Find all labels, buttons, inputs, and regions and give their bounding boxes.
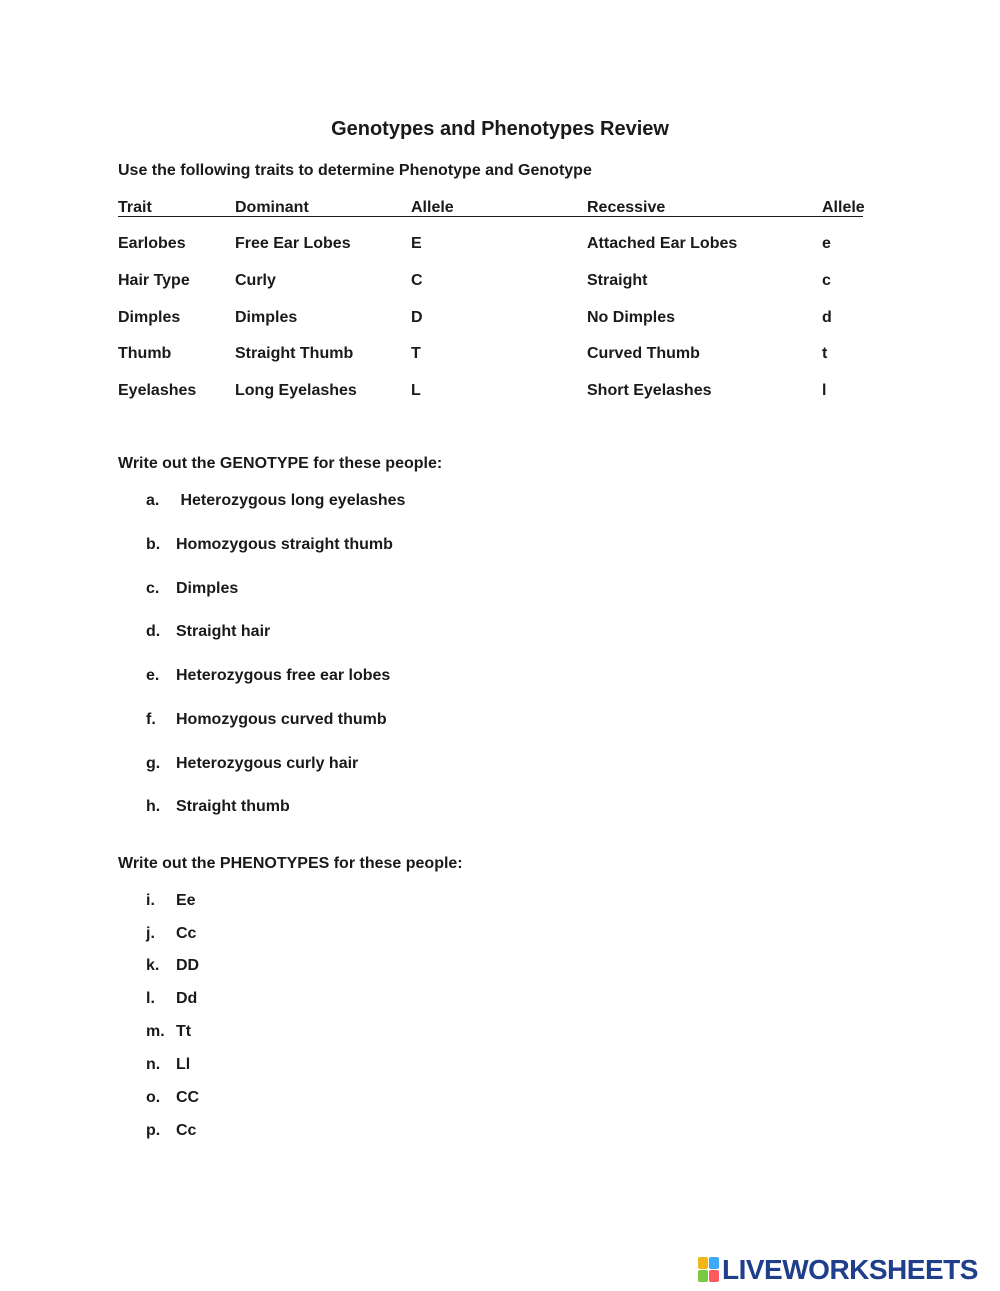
list-item-letter: a. <box>146 492 160 509</box>
list-item-text: Straight hair <box>176 623 271 640</box>
genotype-prompt: Write out the GENOTYPE for these people: <box>118 455 443 472</box>
row-recessive: Attached Ear Lobes <box>587 235 738 252</box>
list-item-text: Cc <box>176 925 197 942</box>
list-item-letter: m. <box>146 1023 165 1040</box>
list-item-text: Cc <box>176 1122 197 1139</box>
page-title: Genotypes and Phenotypes Review <box>331 118 669 140</box>
list-item-text: Heterozygous long eyelashes <box>176 492 406 509</box>
row-dominant: Curly <box>235 272 276 289</box>
list-item-letter: f. <box>146 711 156 728</box>
row-recessive: Short Eyelashes <box>587 382 712 399</box>
liveworksheets-wordmark: LIVEWORKSHEETS <box>722 1254 978 1285</box>
list-item <box>146 1122 196 1140</box>
row-recessive: Curved Thumb <box>587 345 700 362</box>
row-recessive-allele: c <box>822 272 831 289</box>
row-trait: Thumb <box>118 345 172 362</box>
list-item-text: Dimples <box>176 580 239 597</box>
list-item-letter: e. <box>146 667 160 684</box>
row-recessive-allele: d <box>822 309 832 326</box>
row-dominant: Straight Thumb <box>235 345 354 362</box>
list-item-letter: l. <box>146 990 155 1007</box>
list-item <box>146 755 358 773</box>
header-dominant: Dominant <box>235 199 309 216</box>
list-item-text: Homozygous straight thumb <box>176 536 393 553</box>
list-item-text: Tt <box>176 1023 192 1040</box>
list-item-letter: o. <box>146 1089 161 1106</box>
row-dominant-allele: L <box>411 382 421 399</box>
list-item-text: Homozygous curved thumb <box>176 711 387 728</box>
list-item-text: CC <box>176 1089 200 1106</box>
instruction-text: Use the following traits to determine Phenotype and Genotype <box>118 162 592 179</box>
list-item <box>146 1056 190 1074</box>
list-item-text: Heterozygous free ear lobes <box>176 667 391 684</box>
row-recessive-allele: l <box>822 382 827 399</box>
list-item-letter: k. <box>146 957 160 974</box>
list-item <box>146 798 290 816</box>
list-item <box>146 1023 191 1041</box>
liveworksheets-logo-icon <box>698 1257 720 1283</box>
list-item-text: Straight thumb <box>176 798 290 815</box>
row-dominant-allele: T <box>411 345 421 362</box>
row-recessive-allele: e <box>822 235 831 252</box>
header-dominant-allele: Allele <box>411 199 454 216</box>
list-item <box>146 892 196 910</box>
row-dominant-allele: D <box>411 309 423 326</box>
header-trait: Trait <box>118 199 152 216</box>
header-recessive-allele: Allele <box>822 199 865 216</box>
list-item <box>146 580 238 598</box>
list-item-letter: d. <box>146 623 161 640</box>
list-item <box>146 667 390 685</box>
header-recessive: Recessive <box>587 199 666 216</box>
row-trait: Eyelashes <box>118 382 197 399</box>
list-item-letter: n. <box>146 1056 161 1073</box>
list-item-text: Ee <box>176 892 196 909</box>
list-item-text: Ll <box>176 1056 191 1073</box>
list-item <box>146 536 393 554</box>
row-trait: Hair Type <box>118 272 190 289</box>
list-item-text: DD <box>176 957 200 974</box>
list-item <box>146 990 197 1008</box>
list-item-letter: h. <box>146 798 161 815</box>
header-underline <box>118 216 863 217</box>
list-item <box>146 925 196 943</box>
liveworksheets-brand <box>698 1255 978 1285</box>
list-item <box>146 711 387 729</box>
row-recessive: No Dimples <box>587 309 676 326</box>
list-item <box>146 1089 199 1107</box>
list-item-letter: b. <box>146 536 161 553</box>
phenotype-prompt: Write out the PHENOTYPES for these people: <box>118 855 463 872</box>
list-item-letter: p. <box>146 1122 161 1139</box>
list-item-text: Heterozygous curly hair <box>176 755 359 772</box>
row-dominant-allele: E <box>411 235 422 252</box>
list-item-text: Dd <box>176 990 198 1007</box>
row-trait: Earlobes <box>118 235 186 252</box>
list-item <box>146 957 199 975</box>
row-recessive: Straight <box>587 272 648 289</box>
row-dominant: Long Eyelashes <box>235 382 357 399</box>
row-dominant-allele: C <box>411 272 423 289</box>
row-dominant: Free Ear Lobes <box>235 235 351 252</box>
row-trait: Dimples <box>118 309 181 326</box>
list-item-letter: g. <box>146 755 161 772</box>
row-recessive-allele: t <box>822 345 828 362</box>
row-dominant: Dimples <box>235 309 298 326</box>
list-item-letter: c. <box>146 580 160 597</box>
list-item <box>146 623 270 641</box>
list-item-letter: j. <box>146 925 155 942</box>
list-item-letter: i. <box>146 892 155 909</box>
list-item <box>146 492 405 510</box>
